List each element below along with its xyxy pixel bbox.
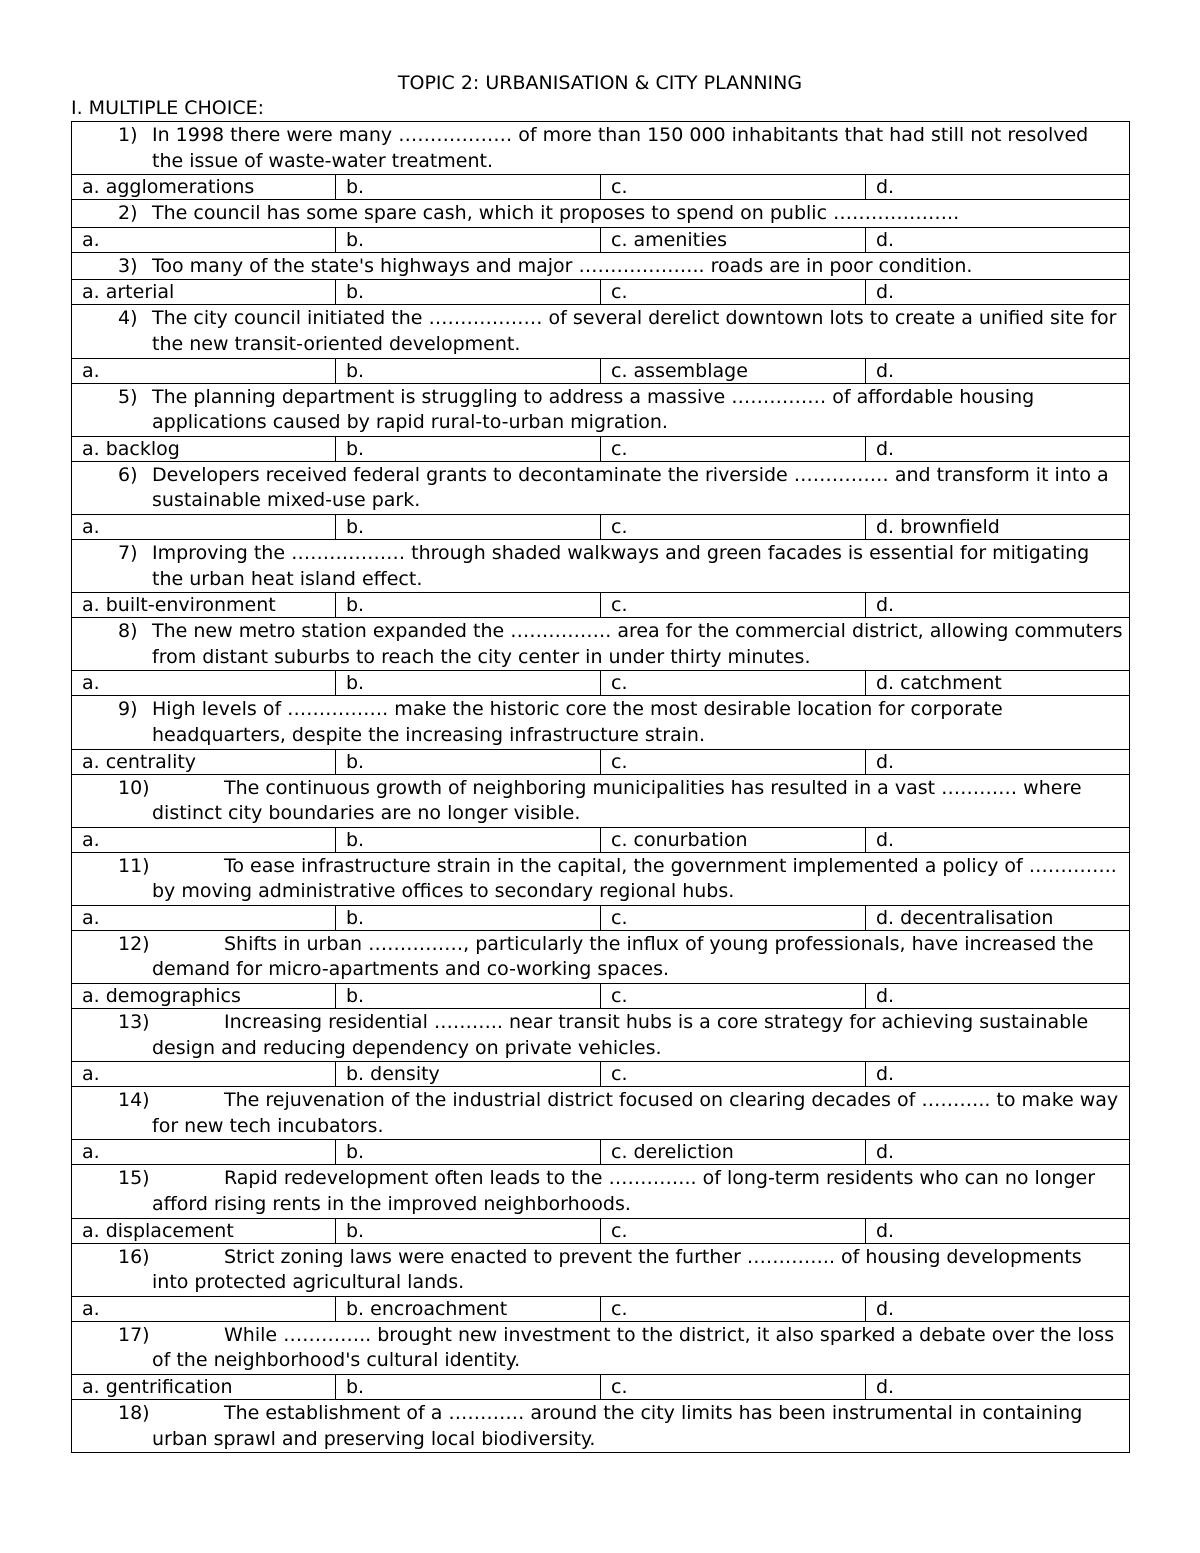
question-cell xyxy=(72,252,1130,280)
question-cell xyxy=(72,618,1130,671)
question-row xyxy=(72,774,1130,827)
option-c: c. xyxy=(601,749,866,774)
options-row xyxy=(72,436,1130,461)
option-a: a. backlog xyxy=(72,436,336,461)
question-row xyxy=(72,696,1130,749)
option-c: c. conurbation xyxy=(601,827,866,852)
question-number: 13) xyxy=(118,1011,150,1034)
option-a: a. xyxy=(72,514,336,539)
question-row xyxy=(72,252,1130,280)
question-text: The establishment of a ………… around the city limits has been instrumental in containing urban sprawl and preserving local biodiversity. xyxy=(152,1402,1083,1450)
question-row xyxy=(72,1321,1130,1374)
question-number: 12) xyxy=(118,932,150,955)
option-a: a. xyxy=(72,358,336,383)
option-a: a. agglomerations xyxy=(72,175,336,200)
question-row xyxy=(72,200,1130,228)
option-c: c. xyxy=(601,280,866,305)
option-a: a. xyxy=(72,1062,336,1087)
options-row xyxy=(72,1062,1130,1087)
question-number: 14) xyxy=(118,1089,150,1112)
question-text: The planning department is struggling to address a massive …………… of affordable housing applications caused by rapid rural-to-urban migration. xyxy=(152,385,1035,434)
option-b: b. xyxy=(336,671,601,696)
option-b: b. xyxy=(336,280,601,305)
option-b: b. xyxy=(336,827,601,852)
question-text: The city council initiated the ……………… of several derelict downtown lots to create a unified site for the new transit-oriented development. xyxy=(152,307,1117,355)
option-d: d. xyxy=(866,227,1130,252)
question-row xyxy=(72,461,1130,514)
option-b: b. xyxy=(336,593,601,618)
option-c: c. xyxy=(601,175,866,200)
option-d: d. xyxy=(866,1140,1130,1165)
question-text: The continuous growth of neighboring municipalities has resulted in a vast ………… where distinct city boundaries are no longer visible. xyxy=(152,776,1082,825)
question-cell xyxy=(72,852,1130,905)
options-row xyxy=(72,1218,1130,1243)
option-c: c. xyxy=(601,984,866,1009)
option-c: c. xyxy=(601,593,866,618)
question-cell xyxy=(72,774,1130,827)
option-d: d. xyxy=(866,1375,1130,1400)
option-d: d. xyxy=(866,436,1130,461)
options-row xyxy=(72,280,1130,305)
question-cell xyxy=(72,1400,1130,1453)
options-row xyxy=(72,1375,1130,1400)
question-number: 3) xyxy=(118,254,138,277)
question-row xyxy=(72,1243,1130,1296)
question-cell xyxy=(72,696,1130,749)
option-b: b. xyxy=(336,358,601,383)
question-row xyxy=(72,1165,1130,1218)
question-text: To ease infrastructure strain in the capital, the government implemented a policy of ………….. by moving administrative offices to secondary regional hubs. xyxy=(152,854,1117,903)
option-b: b. xyxy=(336,1218,601,1243)
option-a: a. centrality xyxy=(72,749,336,774)
question-text: Strict zoning laws were enacted to prevent the further ………….. of housing developments into protected agricultural lands. xyxy=(152,1245,1082,1294)
question-cell xyxy=(72,1243,1130,1296)
option-b: b. xyxy=(336,905,601,930)
question-text: The council has some spare cash, which it proposes to spend on public ……………….. xyxy=(152,202,960,225)
question-number: 10) xyxy=(118,776,150,799)
option-d: d. xyxy=(866,280,1130,305)
option-d: d. xyxy=(866,1296,1130,1321)
option-a: a. xyxy=(72,227,336,252)
option-d: d. xyxy=(866,175,1130,200)
option-d: d. xyxy=(866,827,1130,852)
option-a: a. xyxy=(72,1296,336,1321)
options-row xyxy=(72,593,1130,618)
option-d: d. xyxy=(866,1062,1130,1087)
question-cell xyxy=(72,539,1130,592)
option-c: c. amenities xyxy=(601,227,866,252)
question-text: Developers received federal grants to decontaminate the riverside …………… and transform it into a sustainable mixed-use park. xyxy=(152,463,1109,512)
option-b: b. xyxy=(336,984,601,1009)
question-number: 5) xyxy=(118,385,138,408)
option-d: d. catchment xyxy=(866,671,1130,696)
option-b: b. encroachment xyxy=(336,1296,601,1321)
question-number: 4) xyxy=(118,307,138,330)
option-c: c. xyxy=(601,1218,866,1243)
option-c: c. xyxy=(601,514,866,539)
option-c: c. assemblage xyxy=(601,358,866,383)
question-number: 7) xyxy=(118,541,138,564)
question-number: 2) xyxy=(118,202,138,225)
option-b: b. xyxy=(336,514,601,539)
option-d: d. xyxy=(866,358,1130,383)
question-number: 15) xyxy=(118,1167,150,1190)
options-row xyxy=(72,514,1130,539)
question-cell xyxy=(72,383,1130,436)
options-row xyxy=(72,1296,1130,1321)
option-a: a. xyxy=(72,827,336,852)
options-row xyxy=(72,227,1130,252)
question-cell xyxy=(72,1321,1130,1374)
question-text: Improving the ……………… through shaded walkways and green facades is essential for mitigating the urban heat island effect. xyxy=(152,541,1090,590)
options-row xyxy=(72,671,1130,696)
question-text: In 1998 there were many ……………… of more than 150 000 inhabitants that had still not resolved the issue of waste-water treatment. xyxy=(152,124,1089,172)
question-text: The rejuvenation of the industrial district focused on clearing decades of ……….. to make way for new tech incubators. xyxy=(152,1089,1119,1137)
question-cell xyxy=(72,122,1130,175)
option-c: c. xyxy=(601,671,866,696)
question-row xyxy=(72,539,1130,592)
question-table xyxy=(71,121,1130,1453)
question-cell xyxy=(72,200,1130,228)
option-b: b. xyxy=(336,1140,601,1165)
option-d: d. xyxy=(866,593,1130,618)
option-c: c. xyxy=(601,1062,866,1087)
question-text: Shifts in urban ……………, particularly the influx of young professionals, have increased the demand for micro-apartments and co-working spaces. xyxy=(152,932,1094,981)
question-text: The new metro station expanded the ……………. area for the commercial district, allowing commuters from distant suburbs to reach the city center in under thirty minutes. xyxy=(152,620,1123,668)
question-number: 11) xyxy=(118,854,150,877)
question-number: 18) xyxy=(118,1402,150,1424)
question-number: 9) xyxy=(118,698,138,721)
option-a: a. xyxy=(72,905,336,930)
options-row xyxy=(72,358,1130,383)
option-c: c. xyxy=(601,1375,866,1400)
option-d: d. xyxy=(866,1218,1130,1243)
option-a: a. demographics xyxy=(72,984,336,1009)
question-cell xyxy=(72,1009,1130,1062)
question-row xyxy=(72,618,1130,671)
option-d: d. decentralisation xyxy=(866,905,1130,930)
question-cell xyxy=(72,461,1130,514)
option-a: a. xyxy=(72,1140,336,1165)
question-row xyxy=(72,122,1130,175)
option-b: b. xyxy=(336,436,601,461)
option-b: b. xyxy=(336,1375,601,1400)
option-b: b. xyxy=(336,749,601,774)
option-c: c. xyxy=(601,436,866,461)
option-b: b. xyxy=(336,227,601,252)
options-row xyxy=(72,905,1130,930)
question-row xyxy=(72,930,1130,983)
option-b: b. density xyxy=(336,1062,601,1087)
options-row xyxy=(72,984,1130,1009)
option-a: a. displacement xyxy=(72,1218,336,1243)
section-heading: I. MULTIPLE CHOICE: xyxy=(71,97,265,119)
options-row xyxy=(72,175,1130,200)
question-row xyxy=(72,1009,1130,1062)
question-number: 6) xyxy=(118,463,138,486)
question-row xyxy=(72,305,1130,358)
option-c: c. xyxy=(601,1296,866,1321)
question-row xyxy=(72,852,1130,905)
option-a: a. gentrification xyxy=(72,1375,336,1400)
question-row xyxy=(72,383,1130,436)
question-text: Rapid redevelopment often leads to the ………….. of long-term residents who can no longer afford rising rents in the improved neighborhoods. xyxy=(152,1167,1096,1216)
options-row xyxy=(72,749,1130,774)
question-cell xyxy=(72,930,1130,983)
question-number: 17) xyxy=(118,1323,150,1346)
question-number: 16) xyxy=(118,1245,150,1268)
option-d: d. brownfield xyxy=(866,514,1130,539)
option-a: a. xyxy=(72,671,336,696)
option-d: d. xyxy=(866,749,1130,774)
question-cell xyxy=(72,305,1130,358)
option-d: d. xyxy=(866,984,1130,1009)
question-text: Increasing residential ……….. near transit hubs is a core strategy for achieving sustainable design and reducing dependency on private vehicles. xyxy=(152,1011,1089,1059)
option-b: b. xyxy=(336,175,601,200)
options-row xyxy=(72,827,1130,852)
question-cell xyxy=(72,1165,1130,1218)
option-c: c. dereliction xyxy=(601,1140,866,1165)
options-row xyxy=(72,1140,1130,1165)
page-title: TOPIC 2: URBANISATION & CITY PLANNING xyxy=(397,72,803,94)
question-text: While ………….. brought new investment to the district, it also sparked a debate over the loss of the neighborhood's cultural identity. xyxy=(152,1323,1115,1372)
question-row xyxy=(72,1087,1130,1140)
option-c: c. xyxy=(601,905,866,930)
question-text: Too many of the state's highways and major ……………….. roads are in poor condition. xyxy=(152,254,973,277)
question-cell xyxy=(72,1087,1130,1140)
question-number: 1) xyxy=(118,124,138,146)
question-row xyxy=(72,1400,1130,1453)
option-a: a. arterial xyxy=(72,280,336,305)
question-text: High levels of ……………. make the historic core the most desirable location for corporate headquarters, despite the increasing infrastructure strain. xyxy=(152,698,1003,746)
option-a: a. built-environment xyxy=(72,593,336,618)
question-number: 8) xyxy=(118,620,138,643)
